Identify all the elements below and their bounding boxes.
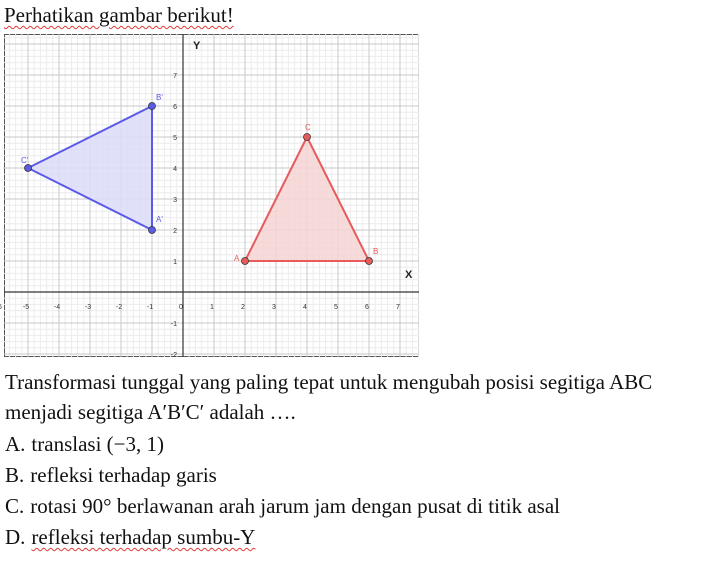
x-tick-label: 7	[396, 304, 400, 311]
y-tick-label: 4	[173, 166, 177, 173]
intro-text: Perhatikan gambar berikut!	[4, 3, 234, 27]
x-tick-label: 3	[272, 304, 276, 311]
x-tick-label: -1	[146, 304, 154, 311]
vertex-point	[149, 227, 156, 234]
vertex-label: A	[234, 254, 240, 263]
vertex-label: B	[373, 247, 379, 256]
x-tick-label: 6	[365, 304, 369, 311]
x-axis-label: X	[405, 269, 413, 281]
vertex-label: B'	[156, 93, 163, 102]
vertex-point	[25, 165, 32, 172]
question-text: Transformasi tunggal yang paling tepat untuk mengubah posisi segitiga ABC menjadi segitiga A′B′C′ adalah ….	[5, 370, 653, 424]
option-letter: D.	[5, 525, 26, 549]
answer-options	[5, 429, 560, 553]
x-tick-label: 2	[241, 304, 245, 311]
vertex-point	[304, 134, 311, 141]
option-b[interactable]	[5, 460, 560, 491]
y-axis-label: Y	[193, 40, 201, 52]
option-text: rotasi 90° berlawanan arah jarum jam dengan pusat di titik asal	[30, 494, 560, 518]
vertex-point	[366, 258, 373, 265]
x-tick-label: 5	[334, 304, 338, 311]
y-tick-label: 1	[173, 259, 177, 266]
x-tick-label: -5	[22, 304, 30, 311]
option-c[interactable]	[5, 491, 560, 522]
y-tick-label: 3	[173, 197, 177, 204]
x-tick-label: 1	[210, 304, 214, 311]
option-d[interactable]	[5, 522, 560, 553]
x-tick-label: -3	[84, 304, 92, 311]
y-tick-label: -2	[170, 352, 177, 359]
vertex-point	[242, 258, 249, 265]
vertex-label: A'	[156, 215, 163, 224]
option-text: refleksi terhadap garis	[30, 463, 217, 487]
x-tick-label: 4	[303, 304, 307, 311]
y-tick-label: -1	[170, 321, 177, 328]
vertex-label: C	[305, 123, 311, 132]
y-tick-label: 6	[173, 104, 177, 111]
option-a[interactable]	[5, 429, 560, 460]
y-tick-label: 2	[173, 228, 177, 235]
option-text: translasi (−3, 1)	[31, 432, 164, 456]
coordinate-graph	[4, 34, 419, 357]
vertex-point	[149, 103, 156, 110]
y-tick-label: 5	[173, 135, 177, 142]
y-tick-label: 7	[173, 73, 177, 80]
x-tick-label: -2	[115, 304, 123, 311]
option-text: refleksi terhadap sumbu-Y	[31, 525, 256, 549]
x-tick-label	[0, 304, 2, 311]
x-tick-label: 0	[179, 304, 183, 311]
x-tick-label: -4	[53, 304, 61, 311]
option-letter: A.	[5, 432, 26, 456]
option-letter: B.	[5, 463, 25, 487]
option-letter: C.	[5, 494, 25, 518]
vertex-label: C'	[21, 156, 29, 165]
